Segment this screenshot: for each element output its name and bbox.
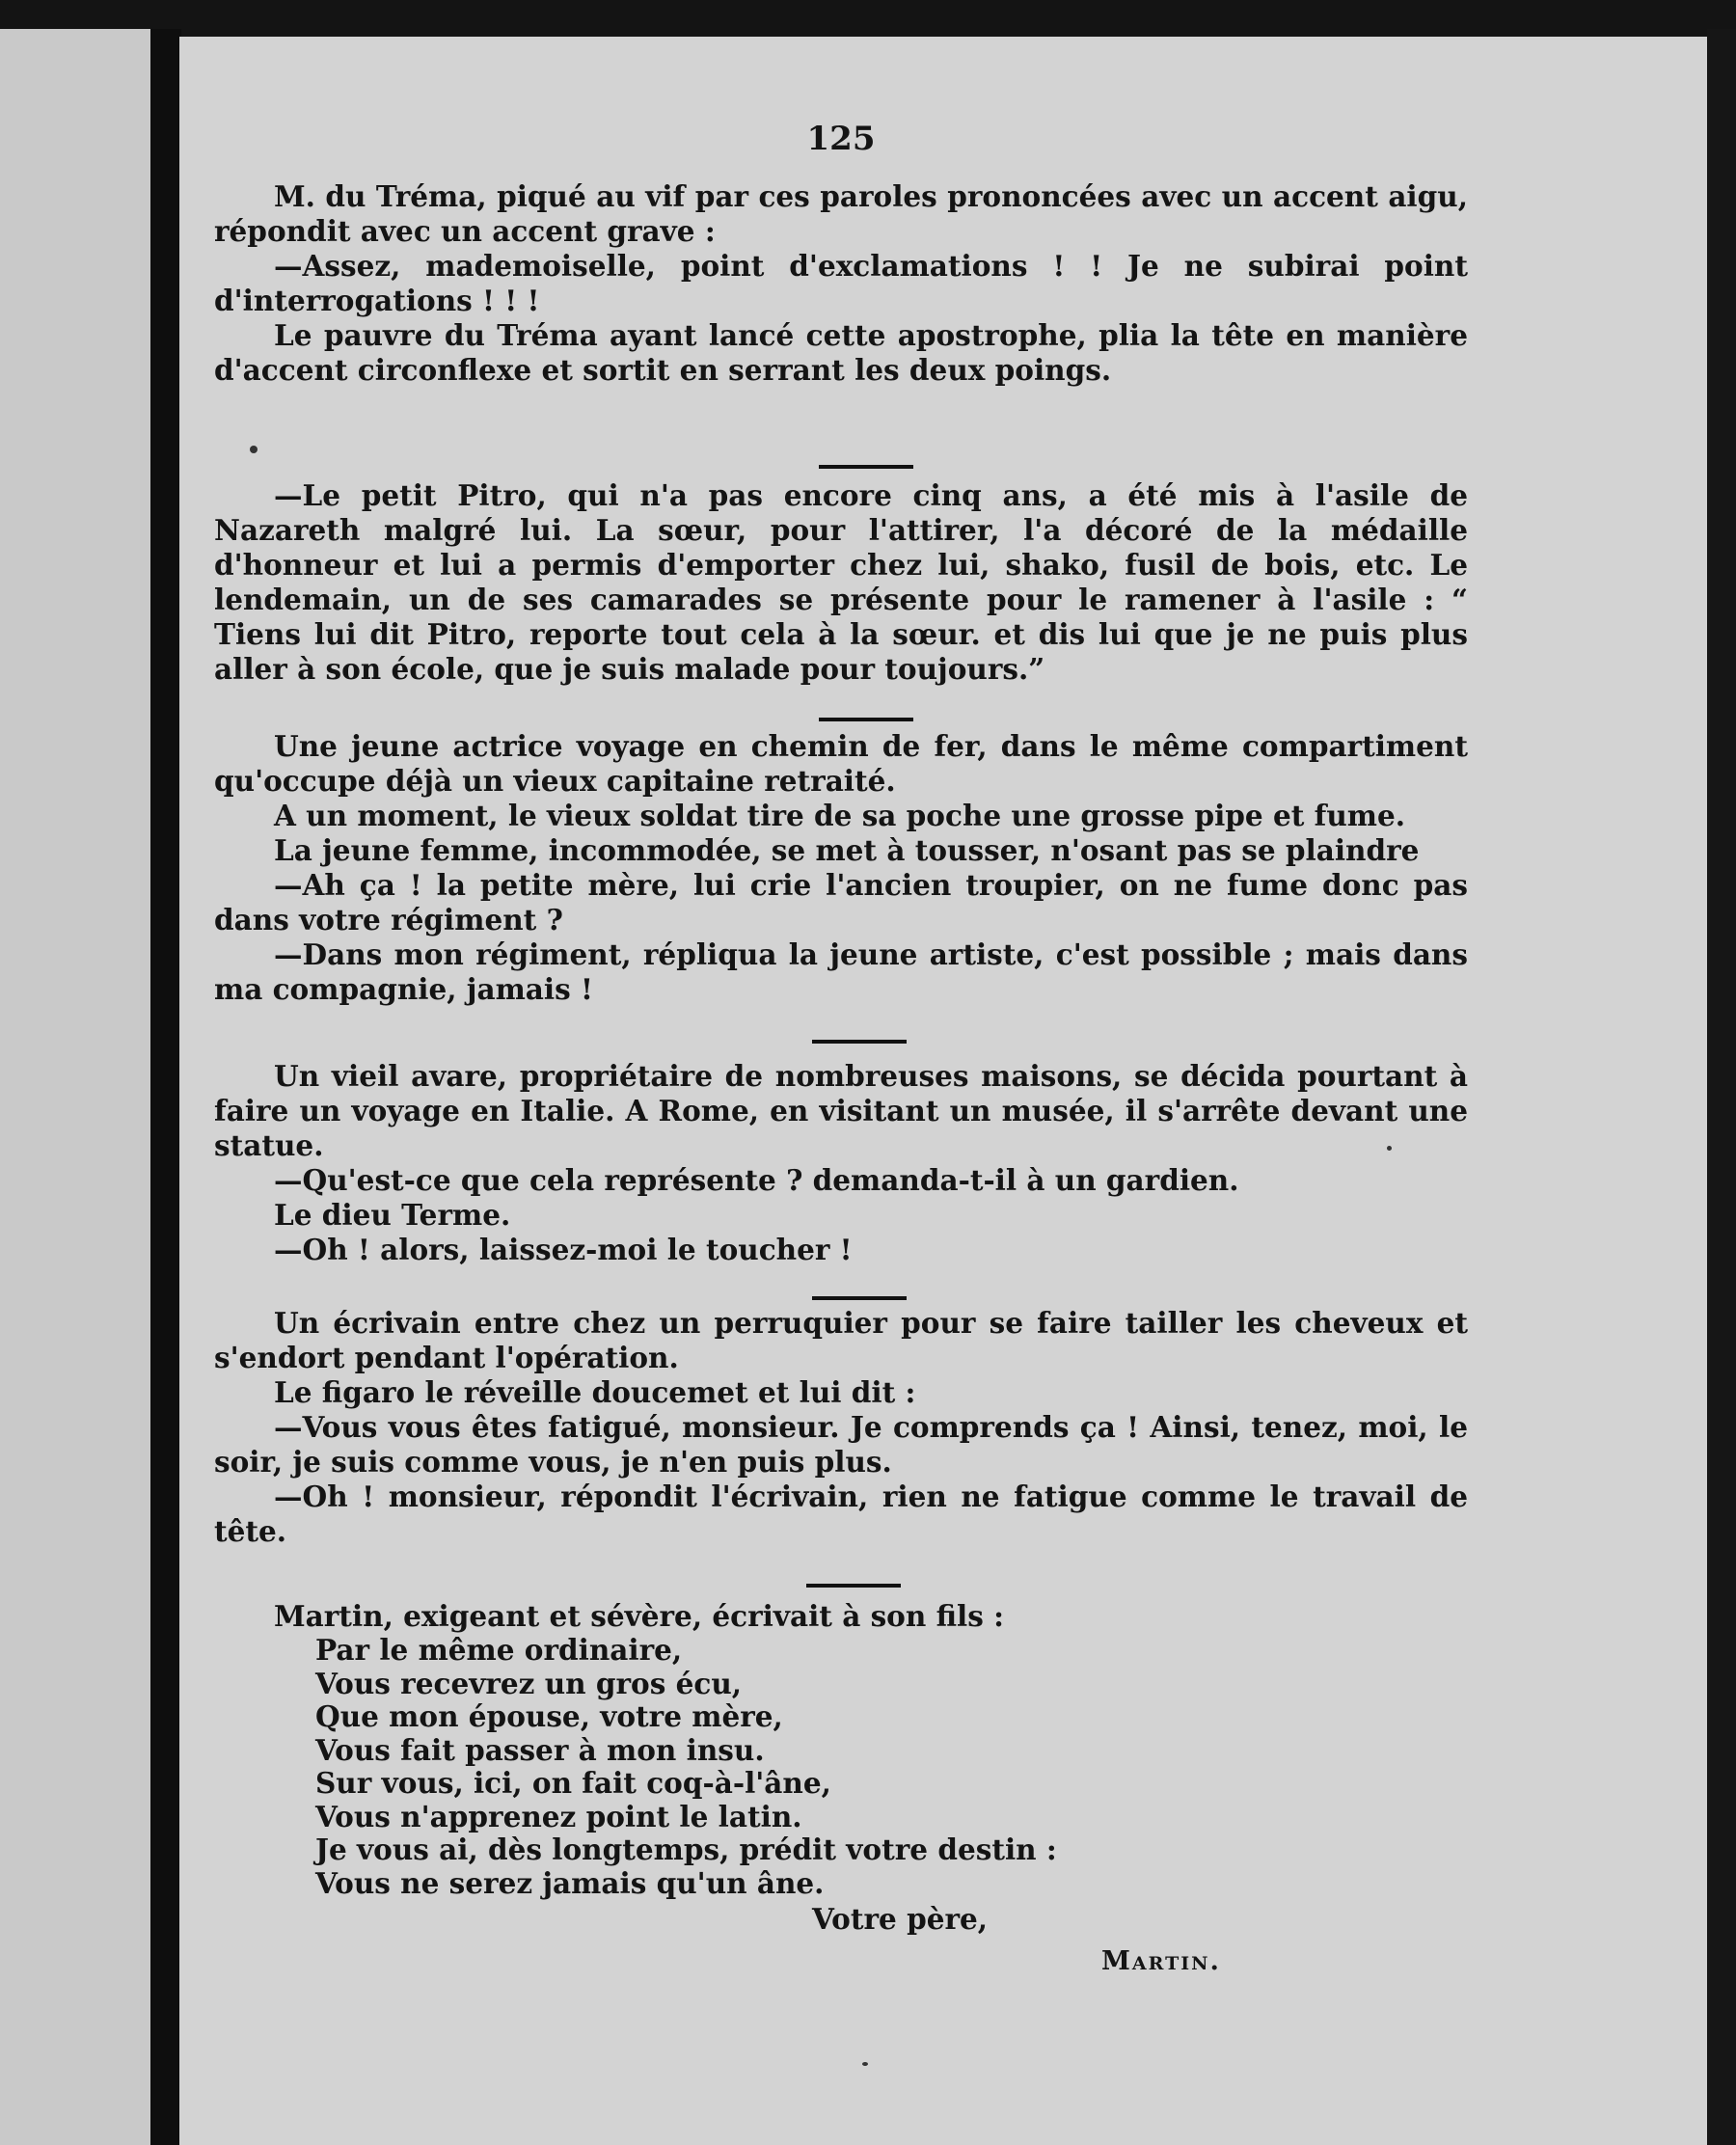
verse-line: Vous n'apprenez point le latin. — [315, 1799, 802, 1833]
letter-verses — [214, 1634, 1468, 1900]
anecdote-pitro — [214, 478, 1468, 687]
facing-page-edge — [0, 29, 154, 2145]
paragraph: Un écrivain entre chez un perruquier pour se faire tailler les cheveux et s'endort pendant l'opération. — [214, 1306, 1468, 1374]
ink-speck — [250, 446, 258, 453]
separator-rule — [819, 718, 913, 721]
letter-intro: Martin, exigeant et sévère, écrivait à son fils : — [274, 1599, 1005, 1633]
paragraph: —Dans mon régiment, répliqua la jeune artiste, c'est possible ; mais dans ma compagnie, jamais ! — [214, 937, 1468, 1006]
paragraph: —Oh ! alors, laissez-moi le toucher ! — [274, 1233, 853, 1266]
verse-line: Sur vous, ici, on fait coq-à-l'âne, — [315, 1766, 831, 1800]
paragraph: —Assez, mademoiselle, point d'exclamations ! ! Je ne subirai point d'interrogations ! ! ! — [214, 249, 1468, 317]
letter-martin — [214, 1599, 1468, 1979]
paragraph: M. du Tréma, piqué au vif par ces paroles prononcées avec un accent aigu, répondit avec un accent grave : — [214, 179, 1468, 248]
book-page — [179, 37, 1707, 2145]
ink-speck — [1387, 1146, 1392, 1151]
paragraph: La jeune femme, incommodée, se met à tousser, n'osant pas se plaindre — [274, 833, 1420, 867]
separator-rule — [819, 465, 913, 469]
paragraph: —Oh ! monsieur, répondit l'écrivain, rien ne fatigue comme le travail de tête. — [214, 1480, 1468, 1548]
verse-line: Par le même ordinaire, — [315, 1633, 683, 1667]
verse-line: Vous recevrez un gros écu, — [315, 1666, 743, 1700]
paragraph: —Qu'est-ce que cela représente ? demanda-t-il à un gardien. — [274, 1163, 1239, 1197]
anecdote-tremas — [214, 179, 1468, 388]
letter-signature: Martin. — [1101, 1946, 1221, 1976]
paragraph: —Ah ça ! la petite mère, lui crie l'ancien troupier, on ne fume donc pas dans votre régiment ? — [214, 868, 1468, 937]
letter-closing: Votre père, — [812, 1902, 989, 1936]
anecdote-actrice — [214, 729, 1468, 1007]
paragraph: Le figaro le réveille doucemet et lui dit : — [274, 1375, 916, 1409]
paragraph: Le dieu Terme. — [274, 1198, 511, 1232]
verse-line: Vous fait passer à mon insu. — [315, 1732, 765, 1767]
paragraph: —Le petit Pitro, qui n'a pas encore cinq ans, a été mis à l'asile de Nazareth malgré lui. La sœur, pour l'attirer, l'a décoré de la médaille d'honneur et lui a permis d'emporter chez lui, shako, fusil de bois, etc. Le lendemain, un de ses camarades se présente pour le ramener à l'asile : “ Tiens lui dit Pitro, reporte tout cela à la sœur. et dis lui que je ne puis plus aller à son école, que je suis malade pour toujours.” — [214, 478, 1468, 686]
paragraph: A un moment, le vieux soldat tire de sa poche une grosse pipe et fume. — [274, 799, 1406, 832]
paragraph: Une jeune actrice voyage en chemin de fer, dans le même compartiment qu'occupe déjà un vieux capitaine retraité. — [214, 729, 1468, 798]
verse-line: Vous ne serez jamais qu'un âne. — [315, 1865, 825, 1900]
paragraph: Le pauvre du Tréma ayant lancé cette apostrophe, plia la tête en manière d'accent circonflexe et sortit en serrant les deux poings. — [214, 318, 1468, 387]
separator-rule — [812, 1296, 907, 1300]
verse-line: Que mon épouse, votre mère, — [315, 1699, 783, 1733]
anecdote-avare — [214, 1059, 1468, 1267]
scan-right-border — [1707, 29, 1736, 2145]
paragraph: —Vous vous êtes fatigué, monsieur. Je comprends ça ! Ainsi, tenez, moi, le soir, je suis comme vous, je n'en puis plus. — [214, 1410, 1468, 1479]
book-spine — [150, 29, 181, 2145]
page-number: 125 — [806, 120, 876, 158]
paragraph: Un vieil avare, propriétaire de nombreuses maisons, se décida pourtant à faire un voyage en Italie. A Rome, en visitant un musée, il s'arrête devant une statue. — [214, 1059, 1468, 1162]
verse-line: Je vous ai, dès longtemps, prédit votre destin : — [315, 1833, 1057, 1866]
anecdote-ecrivain — [214, 1306, 1468, 1549]
ink-speck — [862, 2062, 868, 2066]
separator-rule — [812, 1040, 907, 1044]
separator-rule — [806, 1584, 901, 1588]
